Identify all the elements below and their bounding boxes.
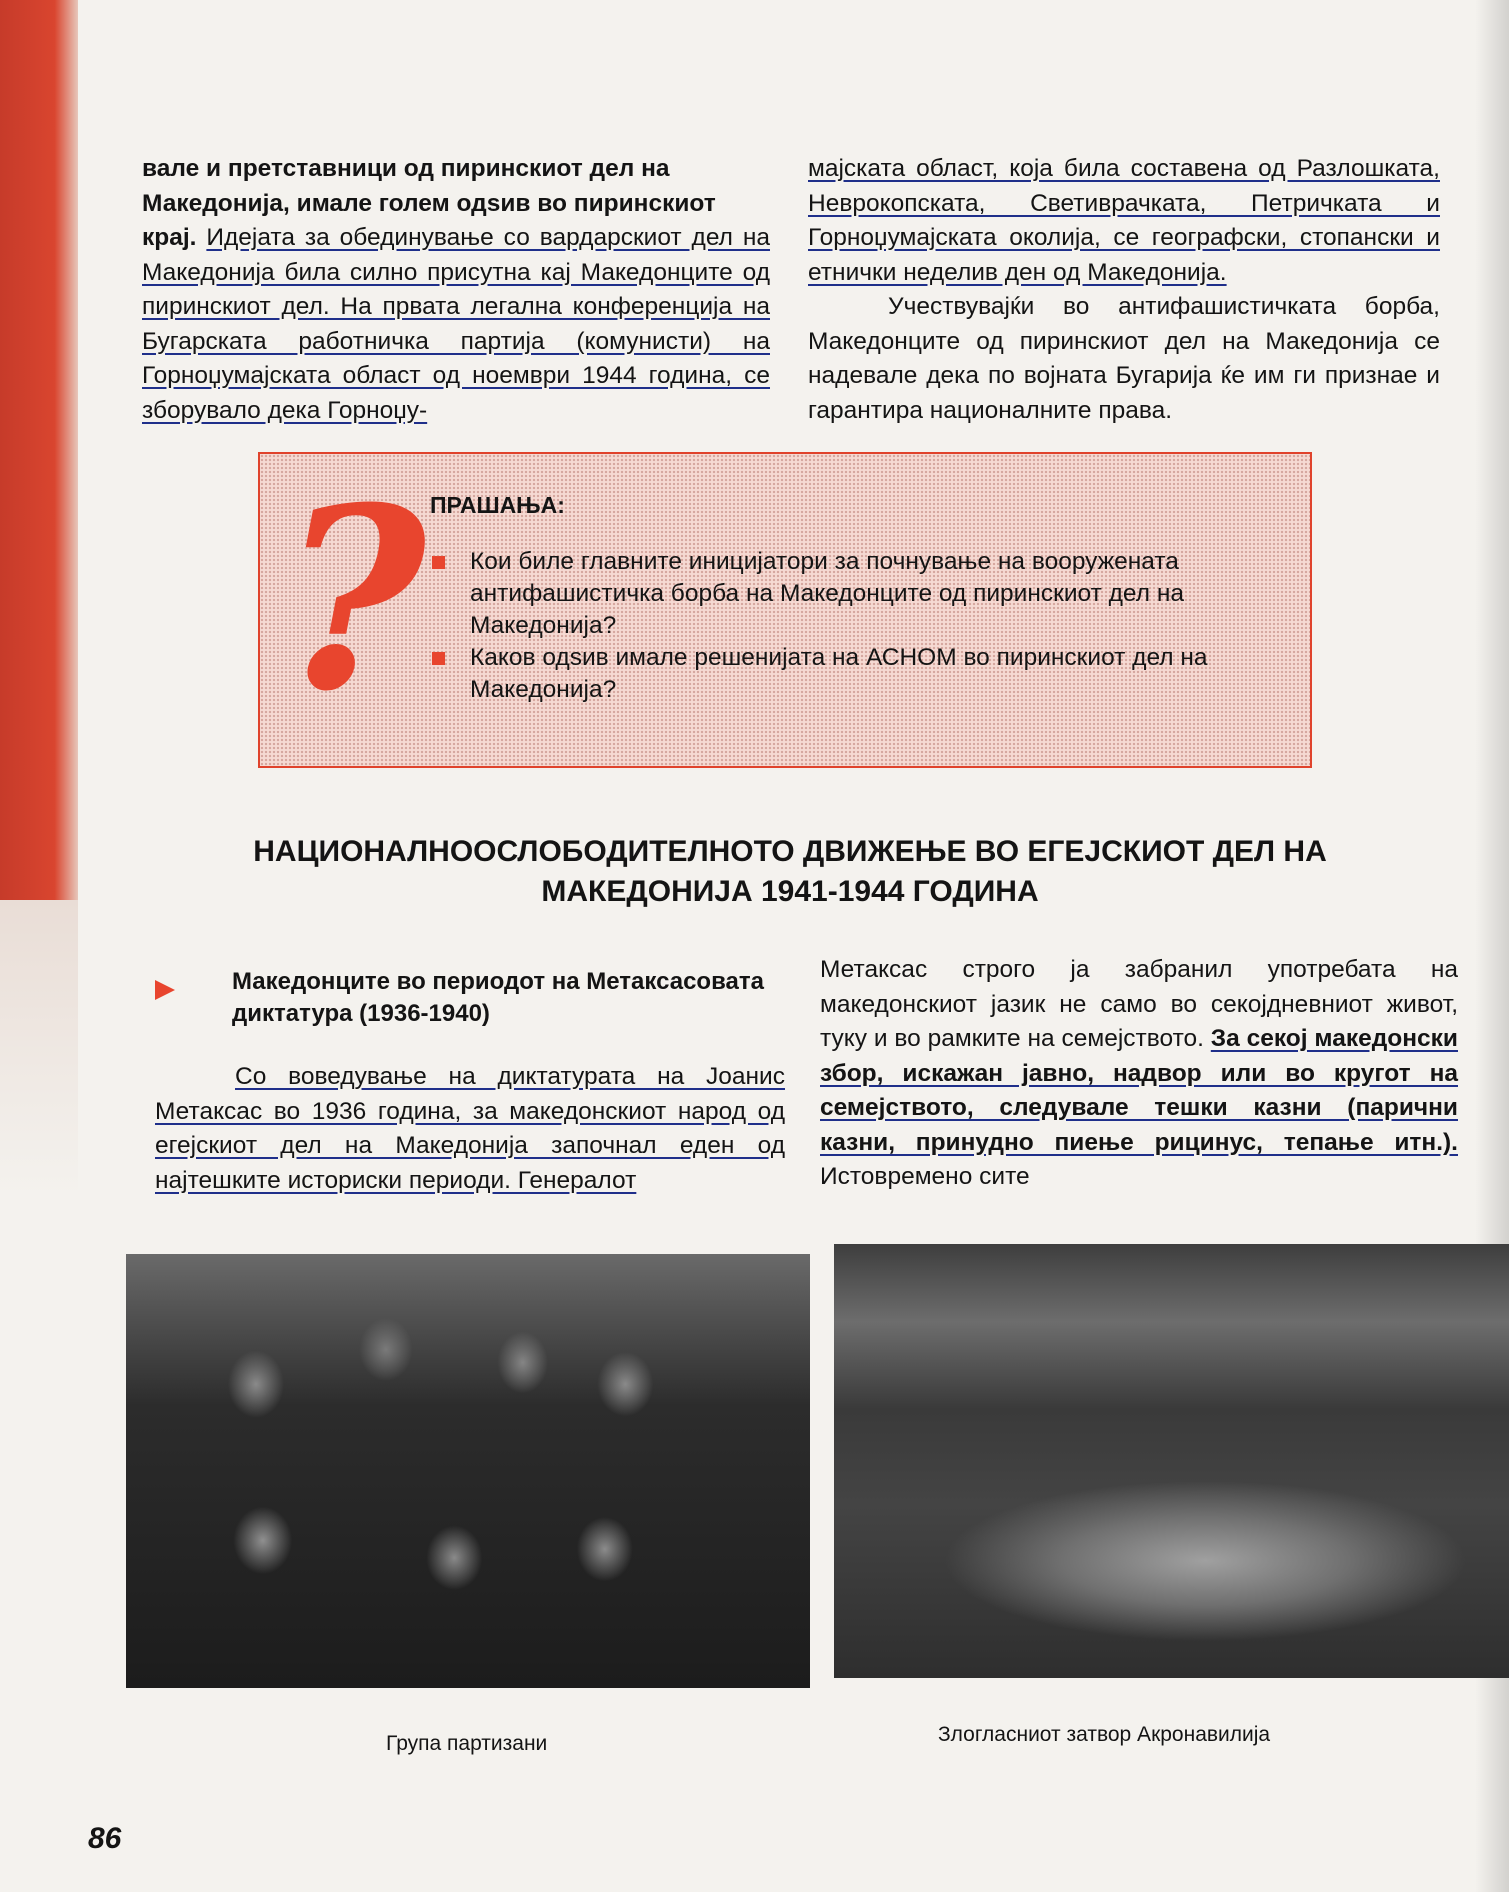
triangle-arrow-icon bbox=[155, 980, 175, 1000]
top-left-body: Идејата за обединување со вардарскиот дел на Македонија била силно присутна кај Македонците од пиринскиот дел. На првата легална конференција на Бугарската работничка партија (комунисти) на Горноџумајската област од ноември 1944 година, се зборувало дека Горноџу- bbox=[142, 224, 770, 424]
red-square-bullet-icon bbox=[432, 652, 445, 665]
question-item bbox=[432, 546, 1292, 642]
partisans-photo bbox=[126, 1254, 810, 1688]
top-right-paragraph-1: мајската област, која била составена од Разлошката, Неврокопската, Светиврачката, Петричката и Горноџумајската околија, се географски, стопански и етнички неделив ден од Македонија. bbox=[808, 155, 1440, 286]
lower-right-text-b: Истовремено сите bbox=[820, 1163, 1030, 1190]
question-text: Кои биле главните иницијатори за почнување на вооружената антифашистичка борба на Македонците од пиринскиот дел на Македонија? bbox=[470, 548, 1185, 639]
lower-right-bold-text: За секој македонски збор, искажан јавно, надвор или во кругот на семејството, следувале тешки казни (парични казни, принудно пиење рицинус, тепање итн.). bbox=[820, 1025, 1458, 1156]
prison-photo bbox=[834, 1244, 1509, 1678]
question-item bbox=[432, 642, 1292, 706]
red-spine-strip bbox=[0, 0, 78, 900]
top-left-bold-line-2: Македонија, имале голем одѕив во пиринскиот bbox=[142, 189, 716, 217]
top-left-paragraph bbox=[142, 221, 770, 428]
lower-right-paragraph bbox=[820, 953, 1458, 1195]
caption-prison: Злогласниот затвор Акронавилија bbox=[938, 1723, 1271, 1746]
top-left-column bbox=[142, 152, 770, 428]
page-number: 86 bbox=[88, 1822, 122, 1855]
question-mark-icon: ? bbox=[280, 452, 427, 746]
lower-left-paragraph: Со воведување на диктатурата на Јоанис Метаксас во 1936 година, за македонскиот народ од егејскиот дел на Македонија започнал еден од најтешките историски периоди. Генералот bbox=[155, 1063, 785, 1194]
subheading: Македонците во периодот на Метаксасовата диктатура (1936-1940) bbox=[232, 968, 764, 1027]
top-left-bold-line-1: вале и претставници од пиринскиот дел на bbox=[142, 155, 670, 182]
top-right-paragraph-2: Учествувајќи во антифашистичката борба, Македонците од пиринскиот дел на Македонија се надевале дека по војната Бугарија ќе им ги признае и гарантира националните права. bbox=[808, 293, 1440, 424]
top-right-column bbox=[808, 152, 1440, 428]
caption-partisans: Група партизани bbox=[386, 1732, 548, 1755]
lower-right-column bbox=[820, 953, 1458, 1195]
section-heading-line-1: НАЦИОНАЛНООСЛОБОДИТЕЛНОТО ДВИЖЕЊЕ ВО ЕГЕЈСКИОТ ДЕЛ НА bbox=[253, 835, 1327, 868]
top-left-bold-line-3: крај. bbox=[142, 224, 197, 251]
spine-fade bbox=[0, 900, 78, 1892]
question-text: Каков одѕив имале решенијата на АСНОМ во пиринскиот дел на Македонија? bbox=[470, 644, 1208, 703]
lower-left-column bbox=[155, 1060, 785, 1198]
questions-title: ПРАШАЊА: bbox=[430, 492, 565, 518]
questions-box bbox=[258, 452, 1312, 768]
section-heading bbox=[150, 832, 1430, 912]
red-square-bullet-icon bbox=[432, 556, 445, 569]
section-heading-line-2: МАКЕДОНИЈА 1941-1944 ГОДИНА bbox=[541, 875, 1039, 908]
lower-right-text-a: Метаксас строго ја забранил употребата на македонскиот јазик не само во секојдневниот живот, туку и во рамките на семејството. bbox=[820, 956, 1458, 1052]
questions-list bbox=[432, 546, 1292, 706]
